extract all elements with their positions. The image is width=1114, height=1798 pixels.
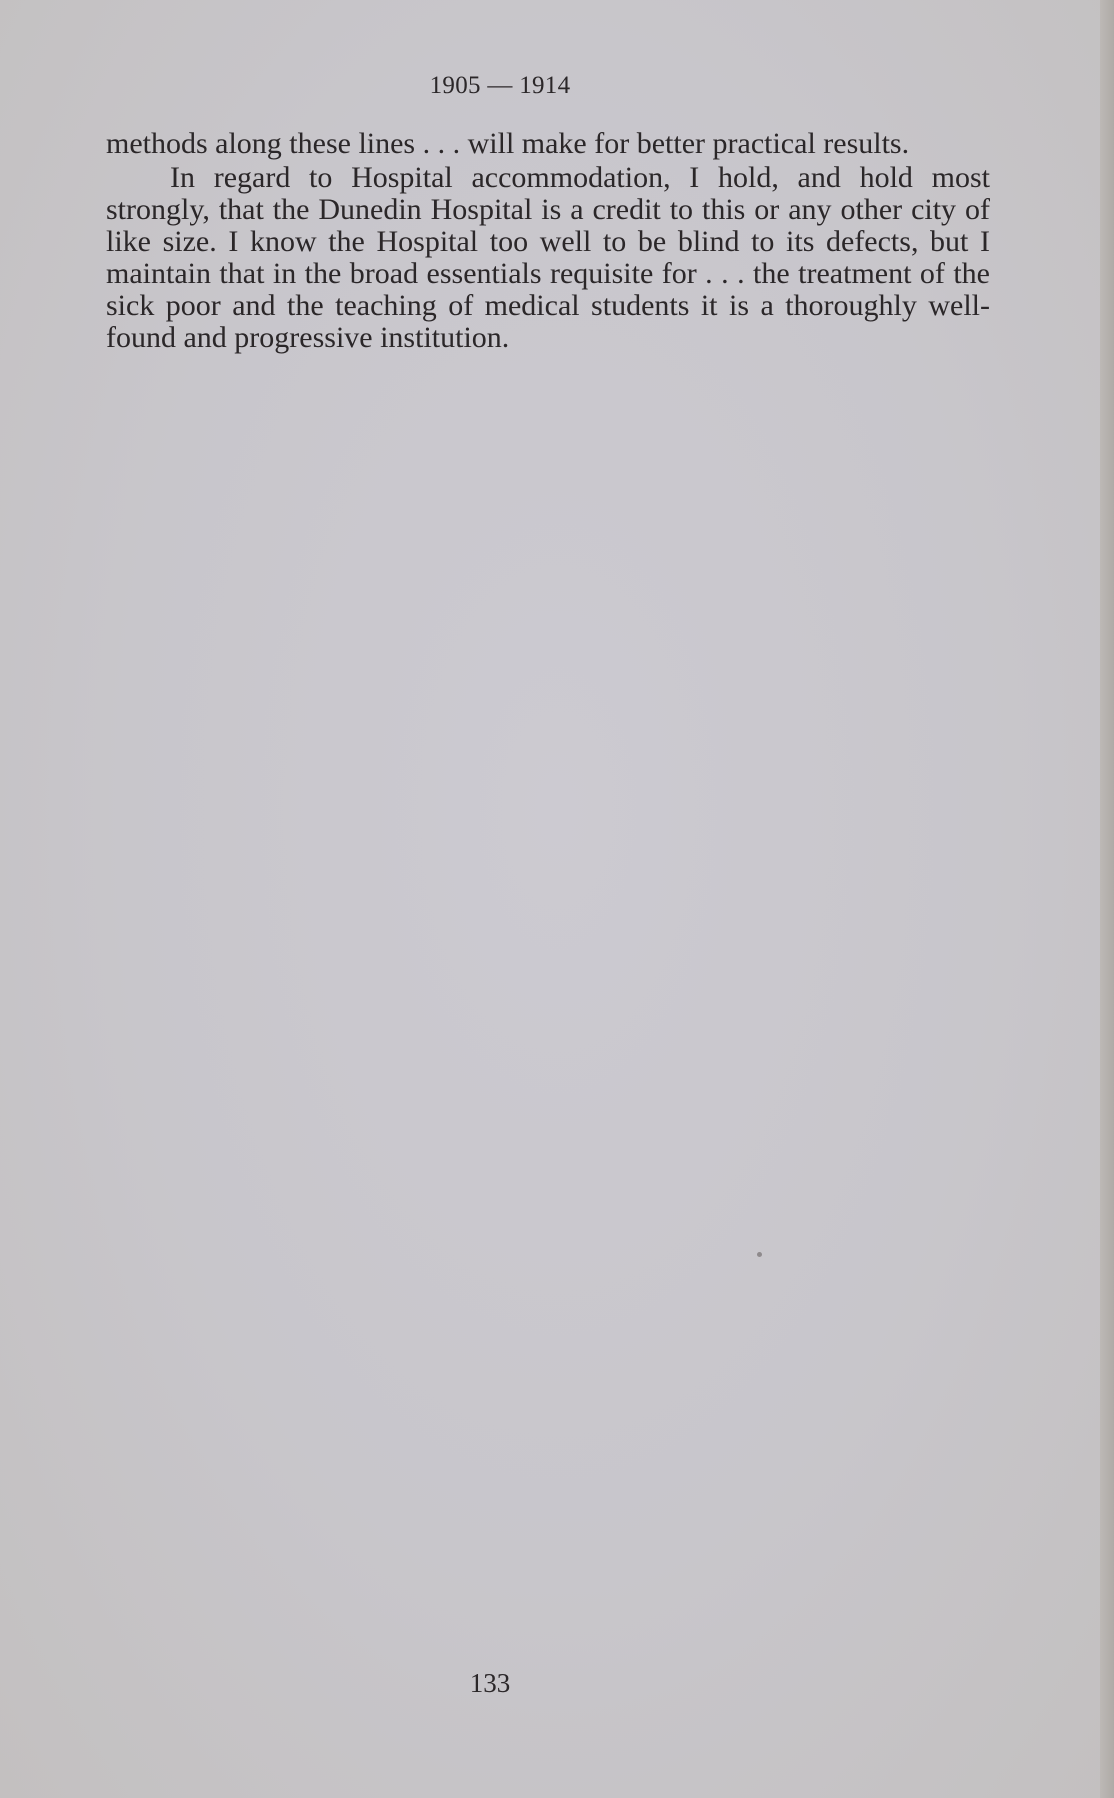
paragraph-hospital: In regard to Hospital accommodation, I hold, and hold most strongly, that the Dunedin Hospital is a credit to this or any other city of like size. I know the Hospital too well to be blind to its defects, but I maintain that in the broad essentials requisite for . . . the treatment of the sick poor and the teaching of medical students it is a thoroughly well-found and progressive institution.: [106, 161, 990, 354]
paragraph-continuation: methods along these lines . . . will make for better practical results.: [106, 127, 910, 160]
page-edge: [1100, 0, 1114, 1798]
page-number: 133: [469, 1668, 511, 1698]
running-head: 1905 — 1914: [429, 72, 571, 99]
body-text: [106, 128, 990, 354]
paper-speck: [757, 1252, 762, 1257]
